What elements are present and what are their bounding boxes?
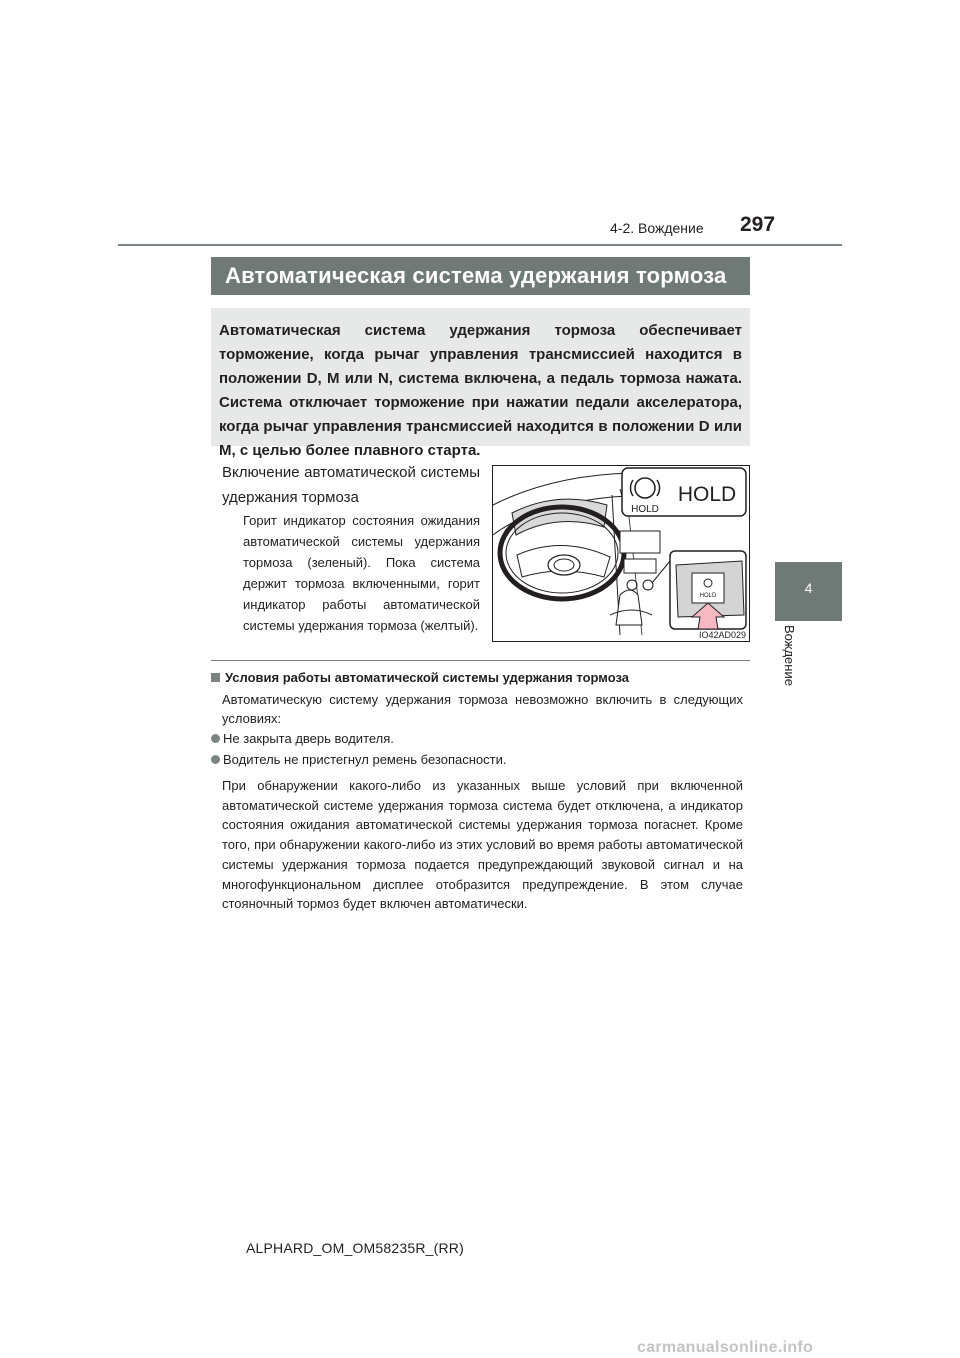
conditions-heading-text: Условия работы автоматической системы удержания тормоза: [225, 670, 630, 685]
section-label: 4-2. Вождение: [610, 220, 704, 236]
callout-big-label: HOLD: [677, 483, 737, 506]
chapter-tab: [775, 562, 842, 621]
chapter-tab-number: 4: [804, 580, 813, 596]
bullet-dot-icon: [211, 734, 220, 743]
list-item: [211, 731, 394, 746]
conditions-heading: [211, 670, 629, 685]
page-number: 297: [740, 213, 776, 236]
footer-code: ALPHARD_OM_OM58235R_(RR): [246, 1240, 464, 1256]
chapter-vertical-text: Вождение: [782, 625, 797, 686]
watermark: carmanualsonline.info: [637, 1339, 814, 1356]
bullet-dot-icon: [211, 755, 220, 764]
dashboard-illustration: [492, 465, 750, 642]
list-item-text: Водитель не пристегнул ремень безопасности.: [223, 752, 507, 767]
callout-indicator-label: HOLD: [631, 504, 659, 515]
step-heading: Включение автоматической системы удержания тормоза: [222, 464, 480, 506]
section-divider: [211, 660, 750, 661]
intro-box: [211, 308, 750, 459]
conditions-intro: Автоматическую систему удержания тормоза невозможно включить в следующих условиях:: [222, 692, 743, 726]
figure-code: IO42AD029: [698, 630, 746, 640]
intro-text: Автоматическая система удержания тормоза обеспечивает торможение, когда рычаг управления трансмиссией находится в положении D, M или N, система включена, а педаль тормоза нажата. Система отключает торможение при нажатии педали акселератора, когда рычаг управления трансмиссией находится в положении D или M, с целью более плавного старта.: [219, 322, 742, 459]
step-body: Горит индикатор состояния ожидания автоматической системы удержания тормоза (зеленый). Пока система держит тормоза включенными, горит индикатор работы автоматической системы удержания тормоза (желтый).: [243, 513, 480, 633]
header-rule: [118, 244, 842, 246]
list-item-text: Не закрыта дверь водителя.: [223, 731, 394, 746]
title-bar: [211, 257, 750, 295]
button-label: HOLD: [699, 593, 717, 599]
square-bullet-icon: [211, 673, 220, 682]
page-title: Автоматическая система удержания тормоза: [225, 263, 727, 288]
conditions-paragraph: При обнаружении какого-либо из указанных выше условий при включенной автоматической системе удержания тормоза система будет отключена, а индикатор состояния ожидания автоматической системы удержания тормоза погаснет. Кроме того, при обнаружении какого-либо из этих условий во время работы автоматической системы удержания тормоза подается предупреждающий звуковой сигнал и на многофункциональном дисплее отобразится предупреждение. В этом случае стояночный тормоз будет включен автоматически.: [222, 778, 743, 912]
list-item: [211, 752, 506, 767]
chapter-vertical-label: [782, 625, 806, 695]
